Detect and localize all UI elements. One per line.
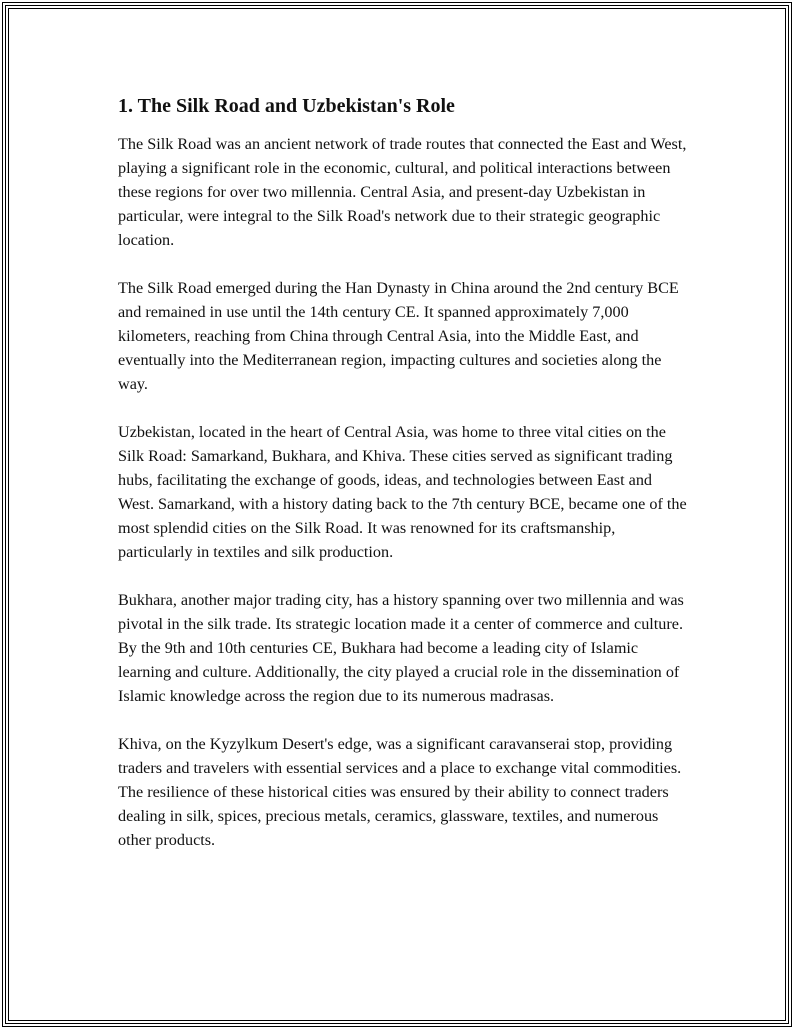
paragraph-uzbekistan-cities: Uzbekistan, located in the heart of Central Asia, was home to three vital cities on the Silk Road: Samarkand, Bukhara, and Khiva. These cities served as significant trading hubs, facilitating the exchange of goods, ideas, and technologies between East and West. Samarkand, with a history dating back to the 7th century BCE, became one of the most splendid cities on the Silk Road. It was renowned for its craftsmanship, particularly in textiles and silk production. [118, 423, 687, 561]
section-heading: 1. The Silk Road and Uzbekistan's Role [118, 95, 455, 117]
paragraph-bukhara: Bukhara, another major trading city, has a history spanning over two millennia and was pivotal in the silk trade. Its strategic location made it a center of commerce and culture. By the 9th and 10th centuries CE, Bukhara had become a leading city of Islamic learning and culture. Additionally, the city played a crucial role in the dissemination of Islamic knowledge across the region due to its numerous madrasas. [118, 591, 684, 705]
paragraph-khiva: Khiva, on the Kyzylkum Desert's edge, was a significant caravanserai stop, providing traders and travelers with essential services and a place to exchange vital commodities. The resilience of these historical cities was ensured by their ability to connect traders dealing in silk, spices, precious metals, ceramics, glassware, textiles, and numerous other products. [118, 735, 682, 849]
paragraph-silk-road-history: The Silk Road emerged during the Han Dynasty in China around the 2nd century BCE and remained in use until the 14th century CE. It spanned approximately 7,000 kilometers, reaching from China through Central Asia, into the Middle East, and eventually into the Mediterranean region, impacting cultures and societies along the way. [118, 279, 679, 393]
paragraph-silk-road-intro: The Silk Road was an ancient network of trade routes that connected the East and West, playing a significant role in the economic, cultural, and political interactions between these regions for over two millennia. Central Asia, and present-day Uzbekistan in particular, were integral to the Silk Road's network due to their strategic geographic location. [118, 135, 687, 249]
document-body [118, 92, 688, 876]
